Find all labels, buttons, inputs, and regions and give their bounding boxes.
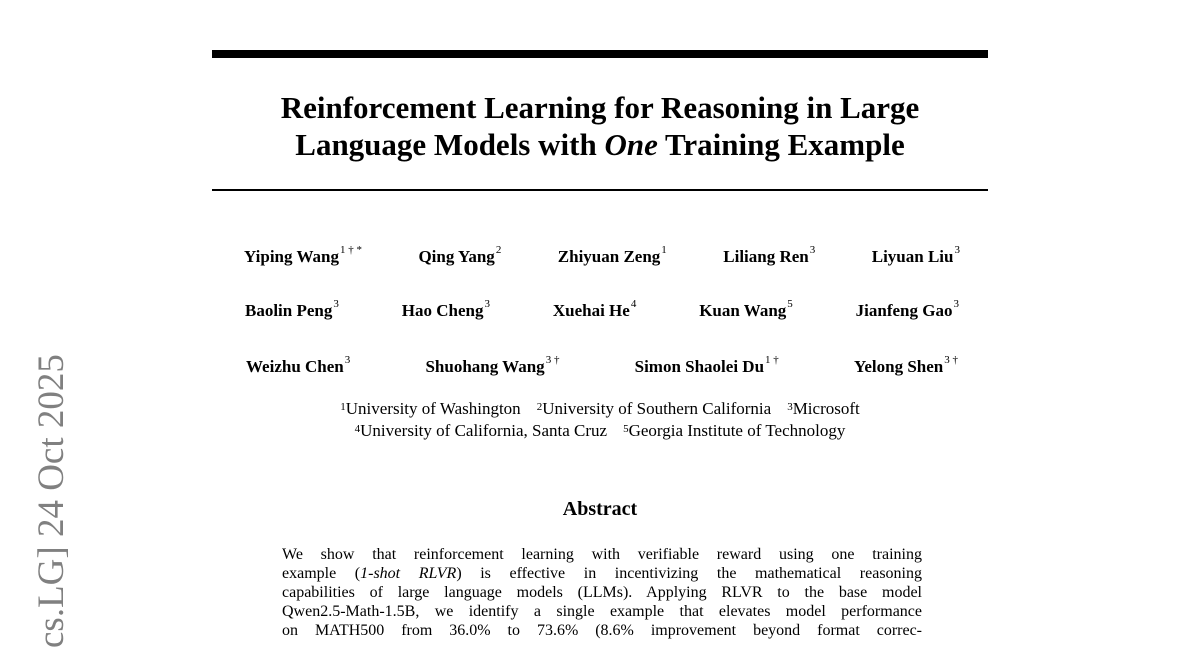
abstract-line: example (1-shot RLVR) is effective in incentivizing the mathematical reasoning: [282, 565, 922, 582]
author-affil-mark: 5: [787, 298, 793, 310]
author: Yiping Wang$^{1 \dagger *}$: [244, 244, 362, 266]
author-affil-mark: 1: [661, 244, 667, 256]
title-top-rule: [212, 50, 988, 58]
author-affil-mark: 3: [333, 298, 339, 310]
author: Hao Cheng$^3$: [401, 298, 490, 320]
affiliations-line-2: [212, 420, 988, 442]
author-row-1: [232, 244, 972, 267]
affiliations-line-1: [212, 398, 988, 420]
paper-title: [212, 89, 988, 163]
author: Jianfeng Gao$^3$: [855, 298, 959, 320]
author-affil-mark: 2: [495, 244, 502, 256]
author: Liliang Ren$^3$: [723, 244, 816, 266]
author-affil-mark: 4: [630, 298, 637, 310]
author-affil-mark: 3: [809, 244, 816, 256]
affiliation: Georgia Institute of Technology: [628, 421, 846, 440]
abstract-italic-term: 1-shot RLVR: [360, 565, 457, 582]
affiliation: University of Southern California: [542, 399, 772, 418]
abstract-line: capabilities of large language models (LLMs). Applying RLVR to the base model: [282, 584, 922, 601]
title-line-2-end: Training Example: [657, 127, 905, 162]
affiliation-mark: 2: [536, 401, 543, 413]
author: Shuohang Wang$^{3 \dagger}$: [425, 354, 560, 376]
author: Zhiyuan Zeng$^1$: [557, 244, 667, 266]
affiliation-mark: 3: [787, 401, 793, 413]
title-line-2-italic: One: [604, 127, 658, 162]
abstract-line: Qwen2.5-Math-1.5B, we identify a single example that elevates model performance: [282, 603, 922, 620]
author-affil-mark: 3 †: [944, 354, 958, 366]
author: Liyuan Liu$^3$: [871, 244, 960, 266]
abstract-body: [282, 545, 922, 640]
affiliation-mark: 4: [354, 423, 361, 435]
affiliation: Microsoft: [792, 399, 860, 418]
author-affil-mark: 3: [484, 298, 490, 310]
affiliation: University of Washington: [345, 399, 521, 418]
affiliation: University of California, Santa Cruz: [360, 421, 608, 440]
affiliation-mark: 1: [340, 401, 346, 413]
abstract-line: We show that reinforcement learning with verifiable reward using one training: [282, 546, 922, 563]
author-affil-mark: 3: [953, 298, 959, 310]
author-affil-mark: 3: [344, 354, 351, 366]
abstract-heading: Abstract: [562, 498, 638, 520]
author: Simon Shaolei $Du^{1 \dagger}$: [634, 354, 779, 376]
title-line-2: [212, 126, 988, 163]
author: Yelong Shen$^{3 \dagger}$: [853, 354, 958, 376]
author-affil-mark: 1 † *: [339, 244, 362, 256]
author-affil-mark: 3: [954, 244, 960, 256]
author: Qing Yang$^2$: [418, 244, 502, 266]
title-line-1: Reinforcement Learning for Reasoning in Large: [280, 90, 920, 125]
abstract-line: on MATH500 from 36.0% to 73.6% (8.6% improvement beyond format correc-: [282, 622, 922, 639]
author: Kuan Wang$^5$: [699, 298, 793, 320]
author-affil-mark: 3 †: [545, 354, 560, 366]
arxiv-side-stamp: cs.LG] 24 Oct 2025: [31, 354, 72, 648]
affiliation-mark: 5: [623, 423, 629, 435]
author: Weizhu Chen$^3$: [246, 354, 351, 376]
title-line-2-start: Language Models with: [295, 127, 605, 162]
title-bottom-rule: [212, 189, 988, 191]
author: Xuehai He$^4$: [552, 298, 637, 320]
author: Baolin Peng$^3$: [245, 298, 339, 320]
author-row-3: [232, 354, 972, 377]
author-row-2: [232, 298, 972, 321]
author-affil-mark: 1 †: [765, 354, 779, 366]
